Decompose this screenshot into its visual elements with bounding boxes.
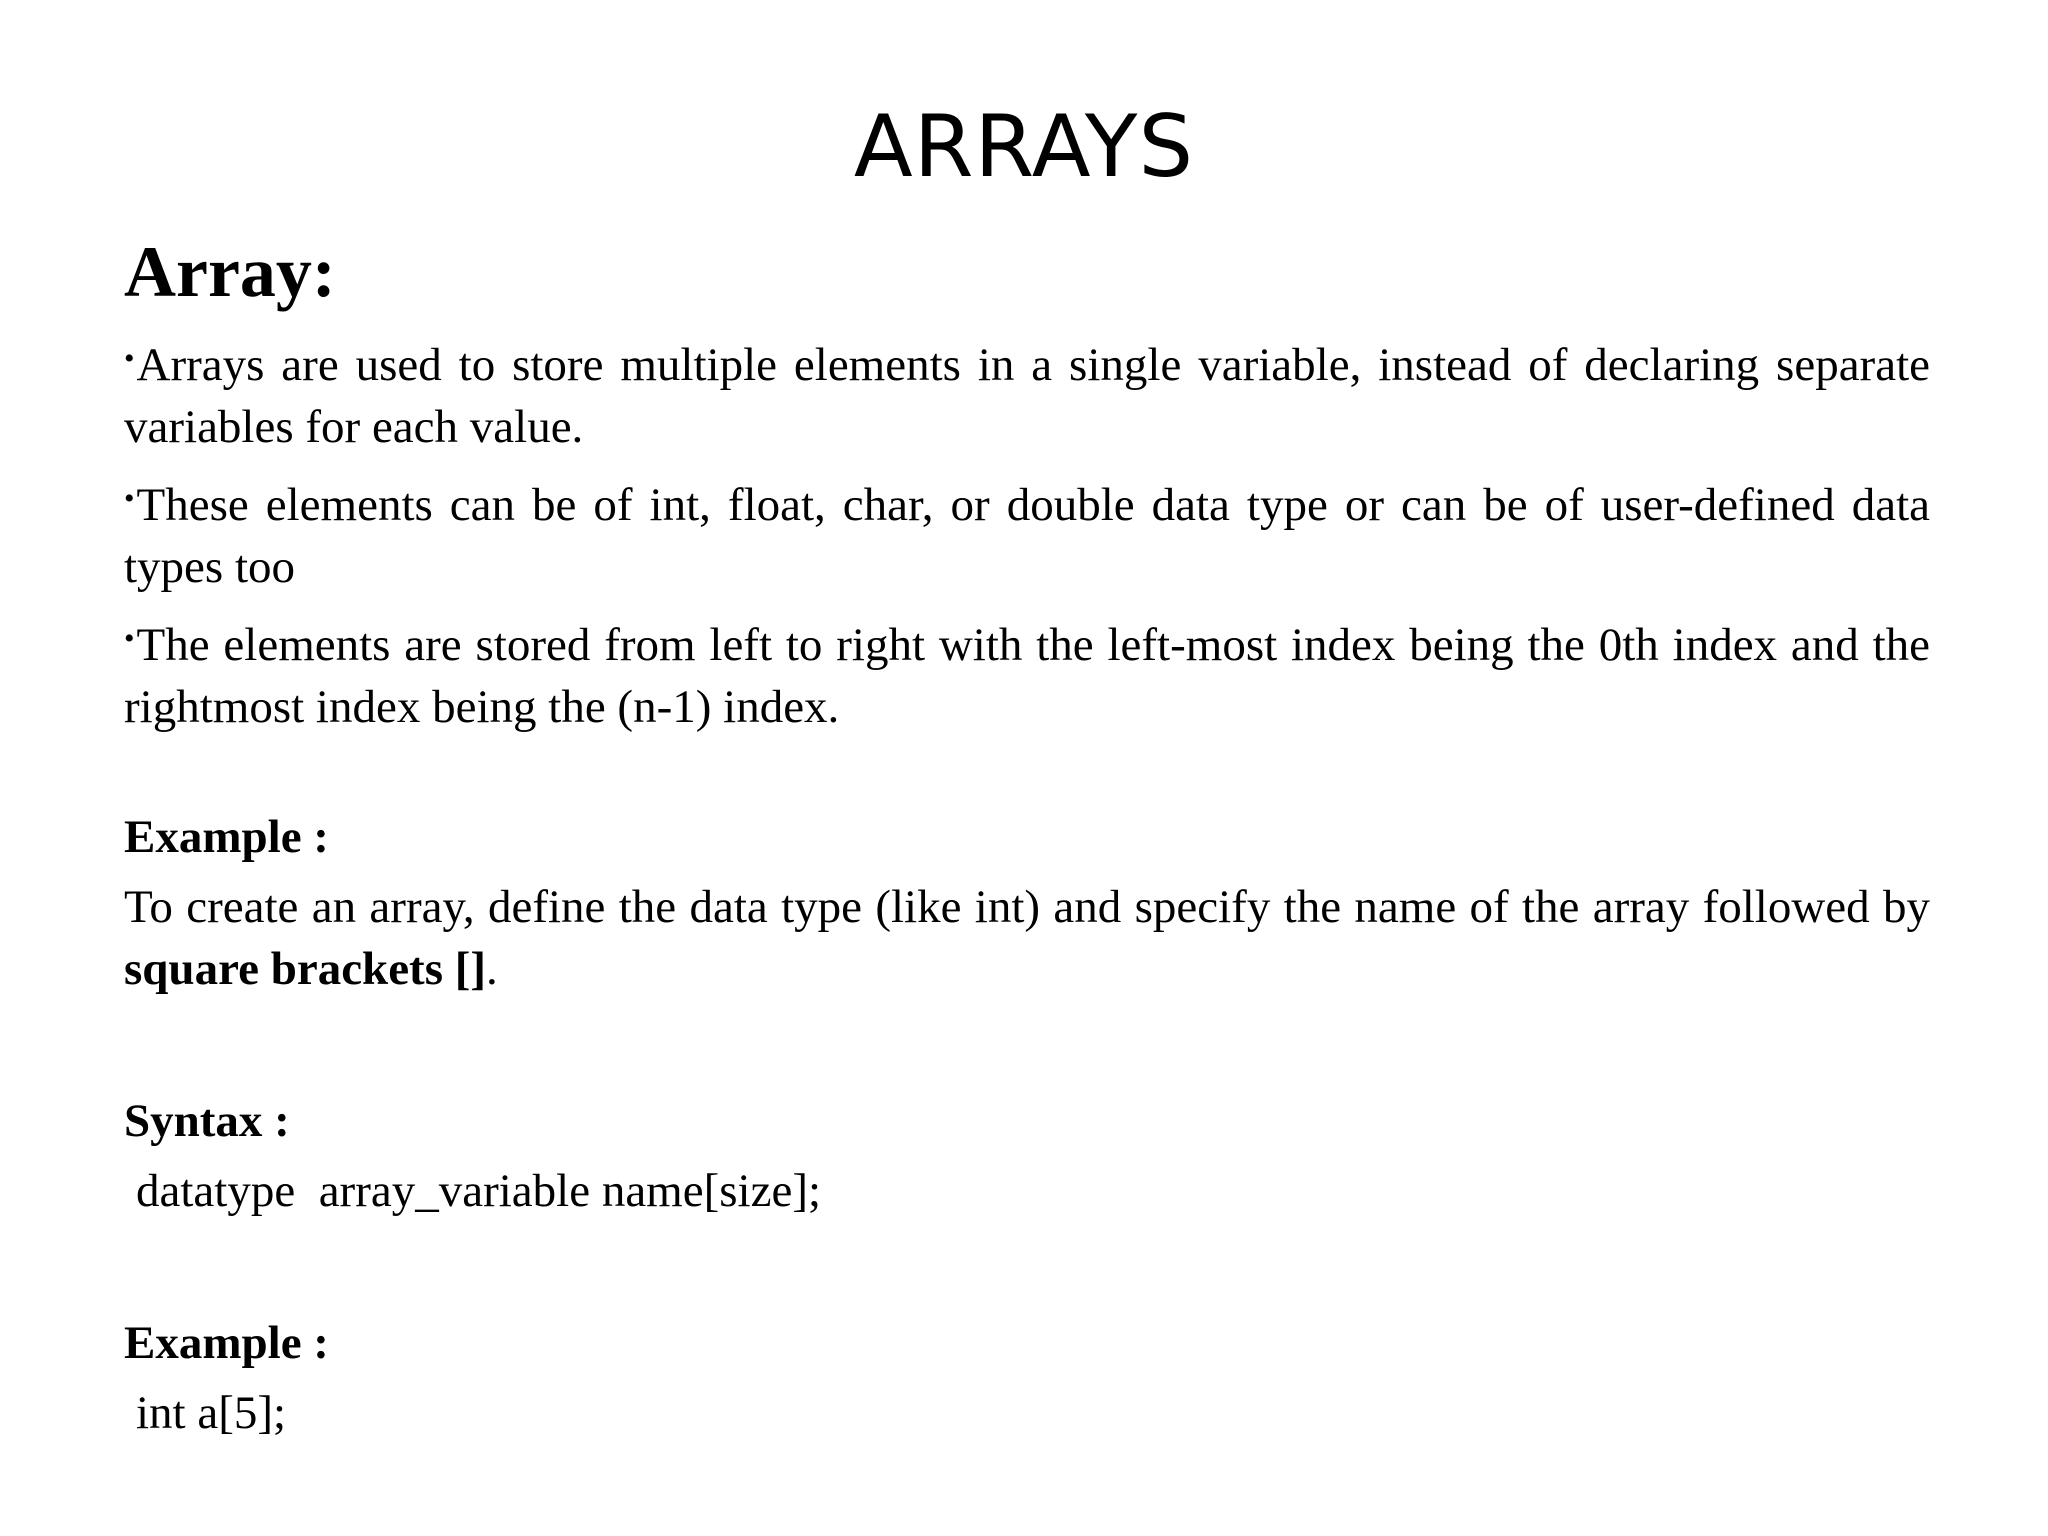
- example2-code: int a[5];: [136, 1387, 287, 1439]
- bullet-marker: •: [124, 622, 135, 655]
- bullet-text: These elements can be of int, float, char, or double data type or can be of user-defined data types too: [124, 479, 1930, 593]
- bullet-item: [124, 328, 1930, 458]
- example-text-end: .: [486, 943, 498, 995]
- bullet-item: [124, 468, 1930, 598]
- syntax-label: Syntax :: [124, 1095, 290, 1147]
- slide-title: ARRAYS: [853, 97, 1195, 197]
- bullet-text: The elements are stored from left to right with the left-most index being the 0th index and the rightmost index being the (n-1) index.: [124, 619, 1930, 733]
- example2-label: Example :: [124, 1317, 329, 1369]
- example-text-start: To create an array, define the data type (like int) and specify the name of the array followed by: [124, 881, 1930, 933]
- example-text-bold: square brackets []: [124, 943, 487, 995]
- syntax-code: datatype array_variable name[size];: [136, 1165, 822, 1217]
- bullet-marker: •: [124, 482, 135, 515]
- example-description: [124, 876, 1930, 1000]
- section-heading: Array:: [124, 232, 336, 312]
- example-label: Example :: [124, 811, 329, 863]
- bullet-marker: •: [124, 342, 135, 375]
- bullet-item: [124, 608, 1930, 738]
- slide-content: [124, 222, 1930, 1444]
- bullet-text: Arrays are used to store multiple elements in a single variable, instead of declaring separate variables for each value.: [124, 339, 1930, 453]
